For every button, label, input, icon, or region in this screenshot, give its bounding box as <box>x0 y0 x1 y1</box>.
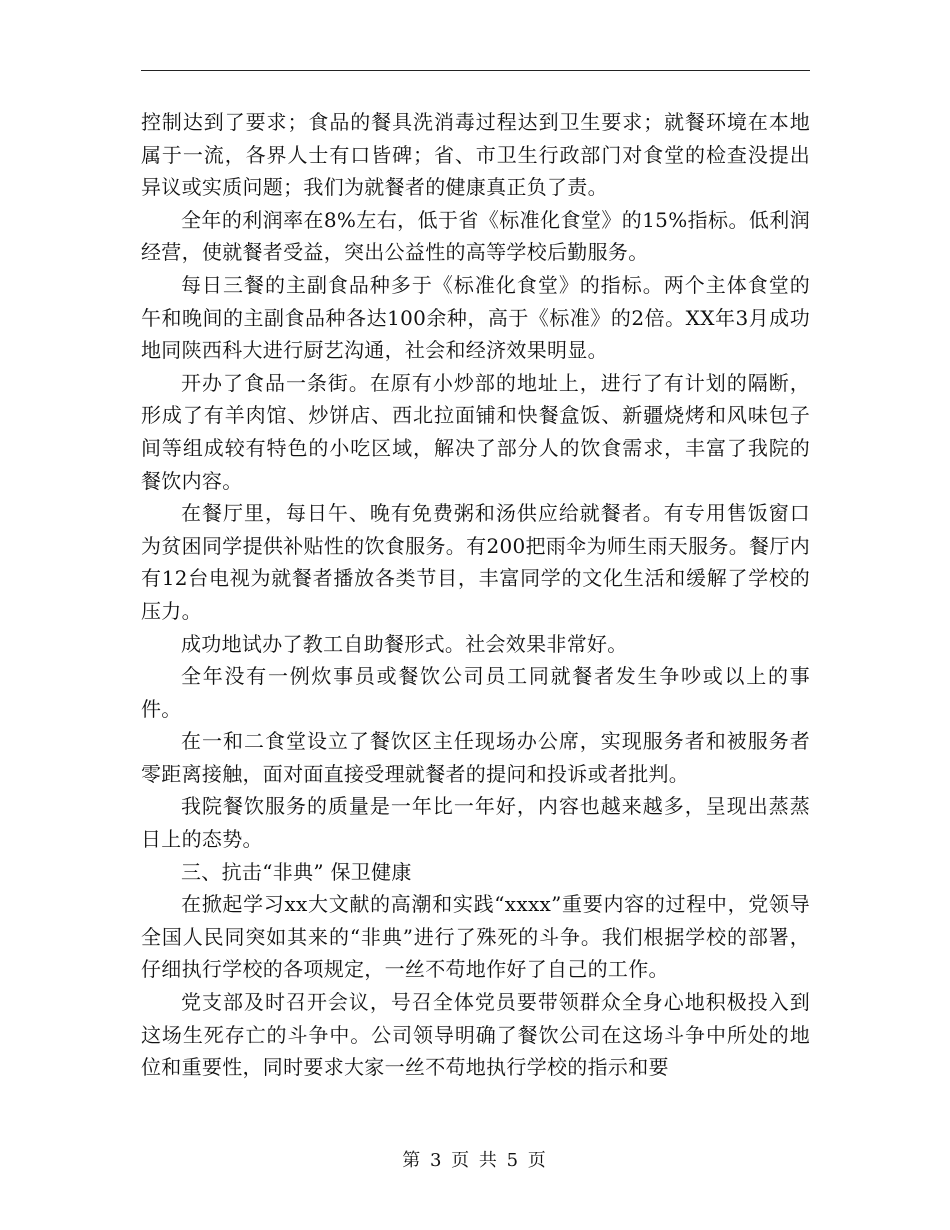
paragraph-continuation: 控制达到了要求；食品的餐具洗消毒过程达到卫生要求；就餐环境在本地属于一流，各界人士有口皆碑；省、市卫生行政部门对食堂的检查没提出异议或实质问题；我们为就餐者的健康真正负了责。 <box>141 110 810 200</box>
section-heading: 三、抗击“非典” 保卫健康 <box>181 859 412 884</box>
paragraph-food-variety: 每日三餐的主副食品种多于《标准化食堂》的指标。两个主体食堂的午和晚间的主副食品种各达100余种，高于《标准》的2倍。XX年3月成功地同陕西科大进行厨艺沟通，社会和经济效果明显。 <box>141 272 810 363</box>
paragraph-staff-buffet: 成功地试办了教工自助餐形式。社会效果非常好。 <box>181 631 628 656</box>
paragraph-no-disputes: 全年没有一例炊事员或餐饮公司员工同就餐者发生争吵或以上的事件。 <box>141 664 810 721</box>
paragraph-profit-rate: 全年的利润率在8%左右，低于省《标准化食堂》的15%指标。低利润经营，使就餐者受益，突出公益性的高等学校后勤服务。 <box>141 207 810 265</box>
paragraph-service-quality: 我院餐饮服务的质量是一年比一年好，内容也越来越多，呈现出蒸蒸日上的态势。 <box>141 794 810 852</box>
paragraph-free-services: 在餐厅里，每日午、晚有免费粥和汤供应给就餐者。有专用售饭窗口为贫困同学提供补贴性的饮食服务。有200把雨伞为师生雨天服务。餐厅内有12台电视为就餐者播放各类节目，丰富同学的文化生活和缓解了学校的压力。 <box>141 501 810 623</box>
header-rule <box>141 70 810 71</box>
paragraph-director-desk: 在一和二食堂设立了餐饮区主任现场办公席，实现服务者和被服务者零距离接触，面对面直接受理就餐者的提问和投诉或者批判。 <box>141 729 810 786</box>
paragraph-food-street: 开办了食品一条街。在原有小炒部的地址上，进行了有计划的隔断，形成了有羊肉馆、炒饼店、西北拉面铺和快餐盒饭、新疆烧烤和风味包子间等组成较有特色的小吃区域，解决了部分人的饮食需求，丰富了我院的餐饮内容。 <box>141 370 810 493</box>
document-body <box>141 106 810 1084</box>
paragraph-sars-struggle: 在掀起学习xx大文献的高潮和实践“xxxx”重要内容的过程中，党领导全国人民同突如其来的“非典”进行了殊死的斗争。我们根据学校的部署，仔细执行学校的各项规定，一丝不苟地作好了自己的工作。 <box>141 892 810 982</box>
page-number-footer: 第 3 页 共 5 页 <box>402 1150 548 1171</box>
paragraph-party-branch: 党支部及时召开会议，号召全体党员要带领群众全身心地积极投入到这场生死存亡的斗争中。公司领导明确了餐饮公司在这场斗争中所处的地位和重要性，同时要求大家一丝不苟地执行学校的指示和要 <box>141 990 810 1080</box>
